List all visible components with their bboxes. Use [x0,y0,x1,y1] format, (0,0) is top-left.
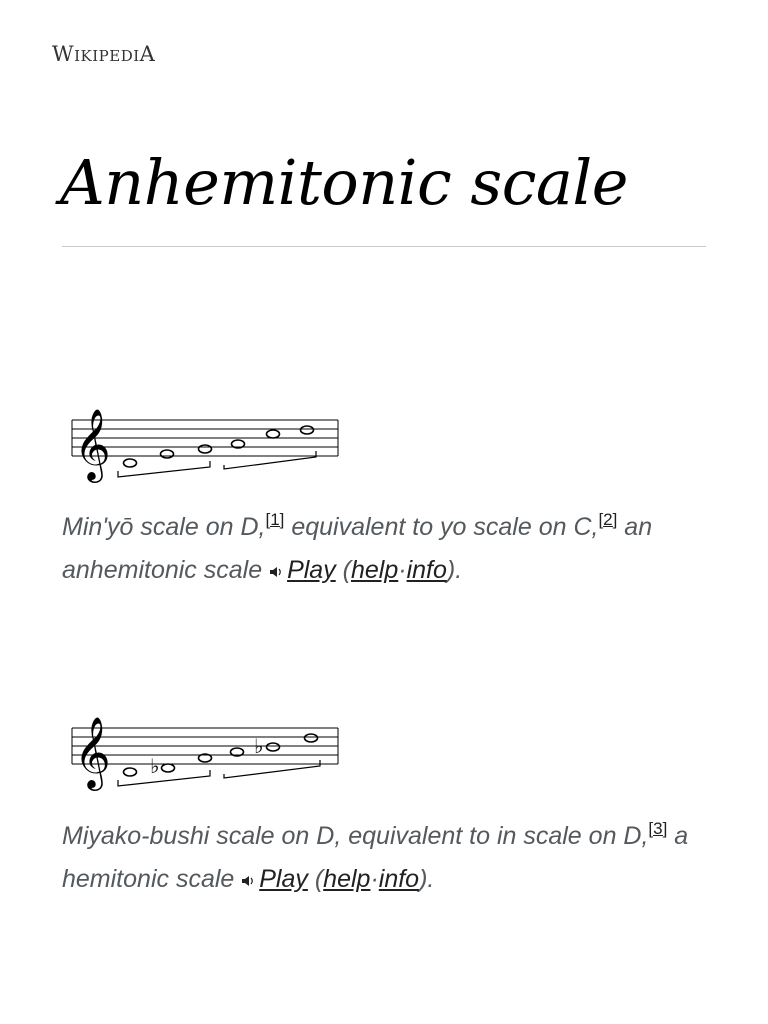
speaker-icon[interactable] [241,874,255,888]
score-image-miyako-bushi[interactable] [66,703,346,793]
reference-2[interactable]: [2] [598,510,618,529]
play-link[interactable]: Play [259,865,308,893]
score-image-minyo[interactable] [66,395,346,485]
figure-caption-2: Miyako-bushi scale on D, equivalent to in scale on D,[3] a hemitonic scale Play (help·info). [62,819,689,893]
reference-1[interactable]: [1] [265,510,285,529]
wordmark-final: A [139,42,156,66]
info-link[interactable]: info [406,556,447,584]
page-title: Anhemitonic scale [60,146,628,219]
title-divider [62,246,706,247]
play-link[interactable]: Play [287,556,336,584]
svg-text:♭: ♭ [254,734,264,758]
help-link[interactable]: help [323,865,371,893]
wordmark-body: ikipedi [74,42,140,66]
figure-caption-1: Min'yō scale on D,[1] equivalent to yo scale on C,[2] an anhemitonic scale Play (help·info). [62,510,653,584]
reference-3[interactable]: [3] [648,819,668,838]
svg-text:♭: ♭ [150,754,160,778]
wordmark-initial: W [52,42,75,66]
treble-clef-icon: 𝄞 [74,715,111,788]
speaker-icon[interactable] [269,565,283,579]
help-link[interactable]: help [350,556,399,584]
treble-clef-icon: 𝄞 [74,407,111,480]
info-link[interactable]: info [378,865,420,893]
wikipedia-wordmark[interactable] [52,42,155,66]
